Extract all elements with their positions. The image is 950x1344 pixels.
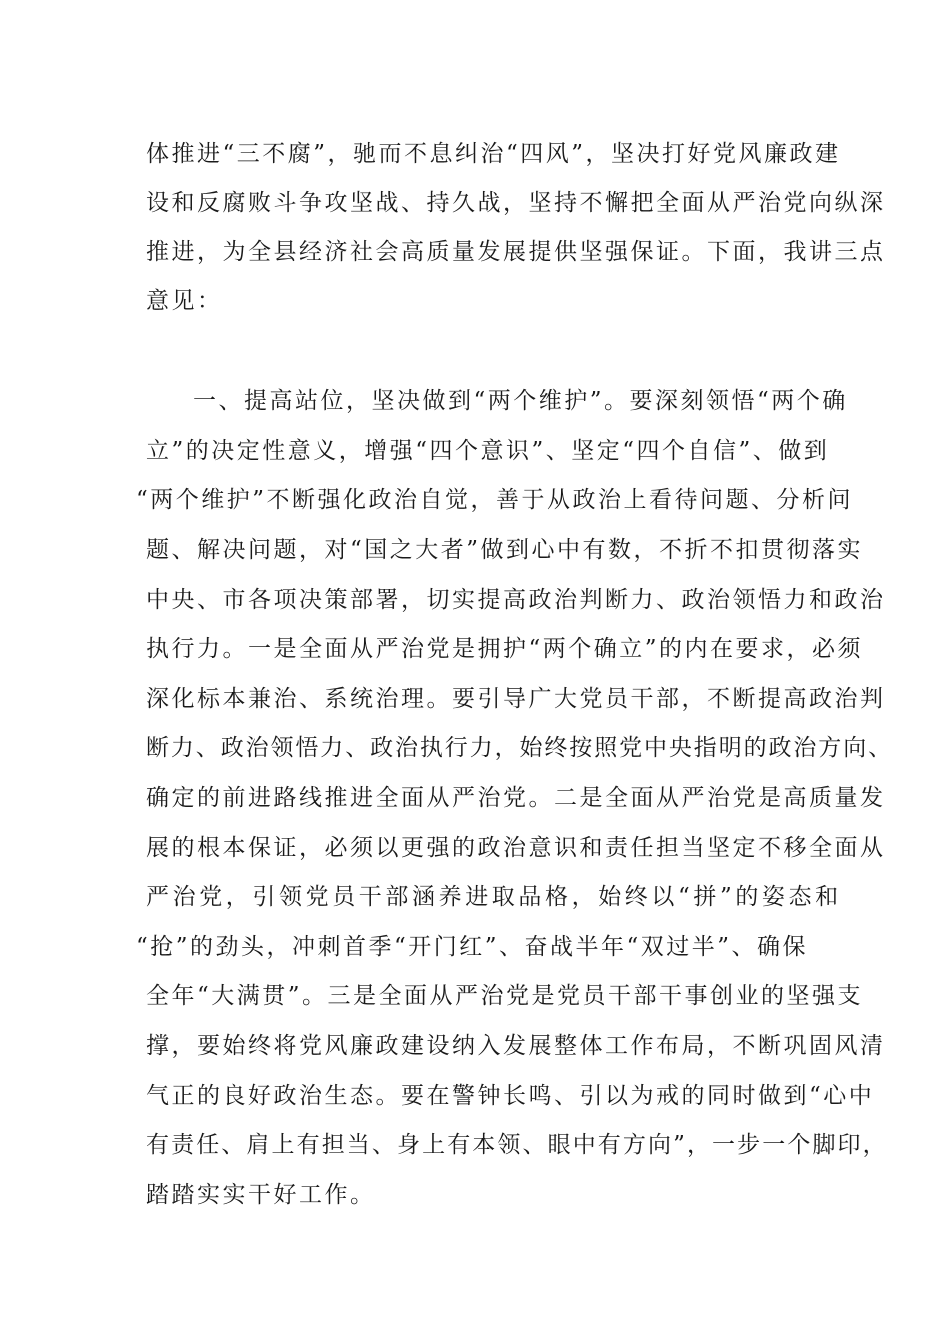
text-line: 意见： [146, 288, 223, 314]
text-line: 确定的前进路线推进全面从严治党。二是全面从严治党是高质量发 [146, 785, 886, 811]
text-line: 展的根本保证，必须以更强的政治意识和责任担当坚定不移全面从 [146, 835, 886, 861]
text-line: 推进，为全县经济社会高质量发展提供坚强保证。下面，我讲三点 [146, 239, 886, 265]
text-line: 体推进“三不腐”，驰而不息纠治“四风”，坚决打好党风廉政建 [146, 141, 841, 167]
text-line: 气正的良好政治生态。要在警钟长鸣、引以为戒的同时做到“心中 [146, 1083, 875, 1109]
text-line: 断力、政治领悟力、政治执行力，始终按照党中央指明的政治方向、 [146, 735, 893, 761]
text-line: 立”的决定性意义，增强“四个意识”、坚定“四个自信”、做到 [146, 438, 830, 464]
text-line: 执行力。一是全面从严治党是拥护“两个确立”的内在要求，必须 [146, 636, 864, 662]
text-line: 题、解决问题，对“国之大者”做到心中有数，不折不扣贯彻落实 [146, 537, 864, 563]
text-line: 深化标本兼治、系统治理。要引导广大党员干部，不断提高政治判 [146, 686, 886, 712]
text-line: “两个维护”不断强化政治自觉，善于从政治上看待问题、分析问 [136, 487, 854, 513]
text-line: 踏踏实实干好工作。 [146, 1182, 376, 1208]
text-line: 一、提高站位，坚决做到“两个维护”。要深刻领悟“两个确 [193, 388, 848, 414]
text-line: 中央、市各项决策部署，切实提高政治判断力、政治领悟力和政治 [146, 587, 886, 613]
text-line: 全年“大满贯”。三是全面从严治党是党员干部干事创业的坚强支 [146, 983, 864, 1009]
text-line: 严治党，引领党员干部涵养进取品格，始终以“拼”的姿态和 [146, 884, 842, 910]
text-line: 设和反腐败斗争攻坚战、持久战，坚持不懈把全面从严治党向纵深 [146, 190, 886, 216]
text-line: 有责任、肩上有担当、身上有本领、眼中有方向”，一步一个脚印， [146, 1132, 888, 1158]
text-line: “抢”的劲头，冲刺首季“开门红”、奋战半年“双过半”、确保 [136, 934, 809, 960]
text-line: 撑，要始终将党风廉政建设纳入发展整体工作布局，不断巩固风清 [146, 1033, 886, 1059]
